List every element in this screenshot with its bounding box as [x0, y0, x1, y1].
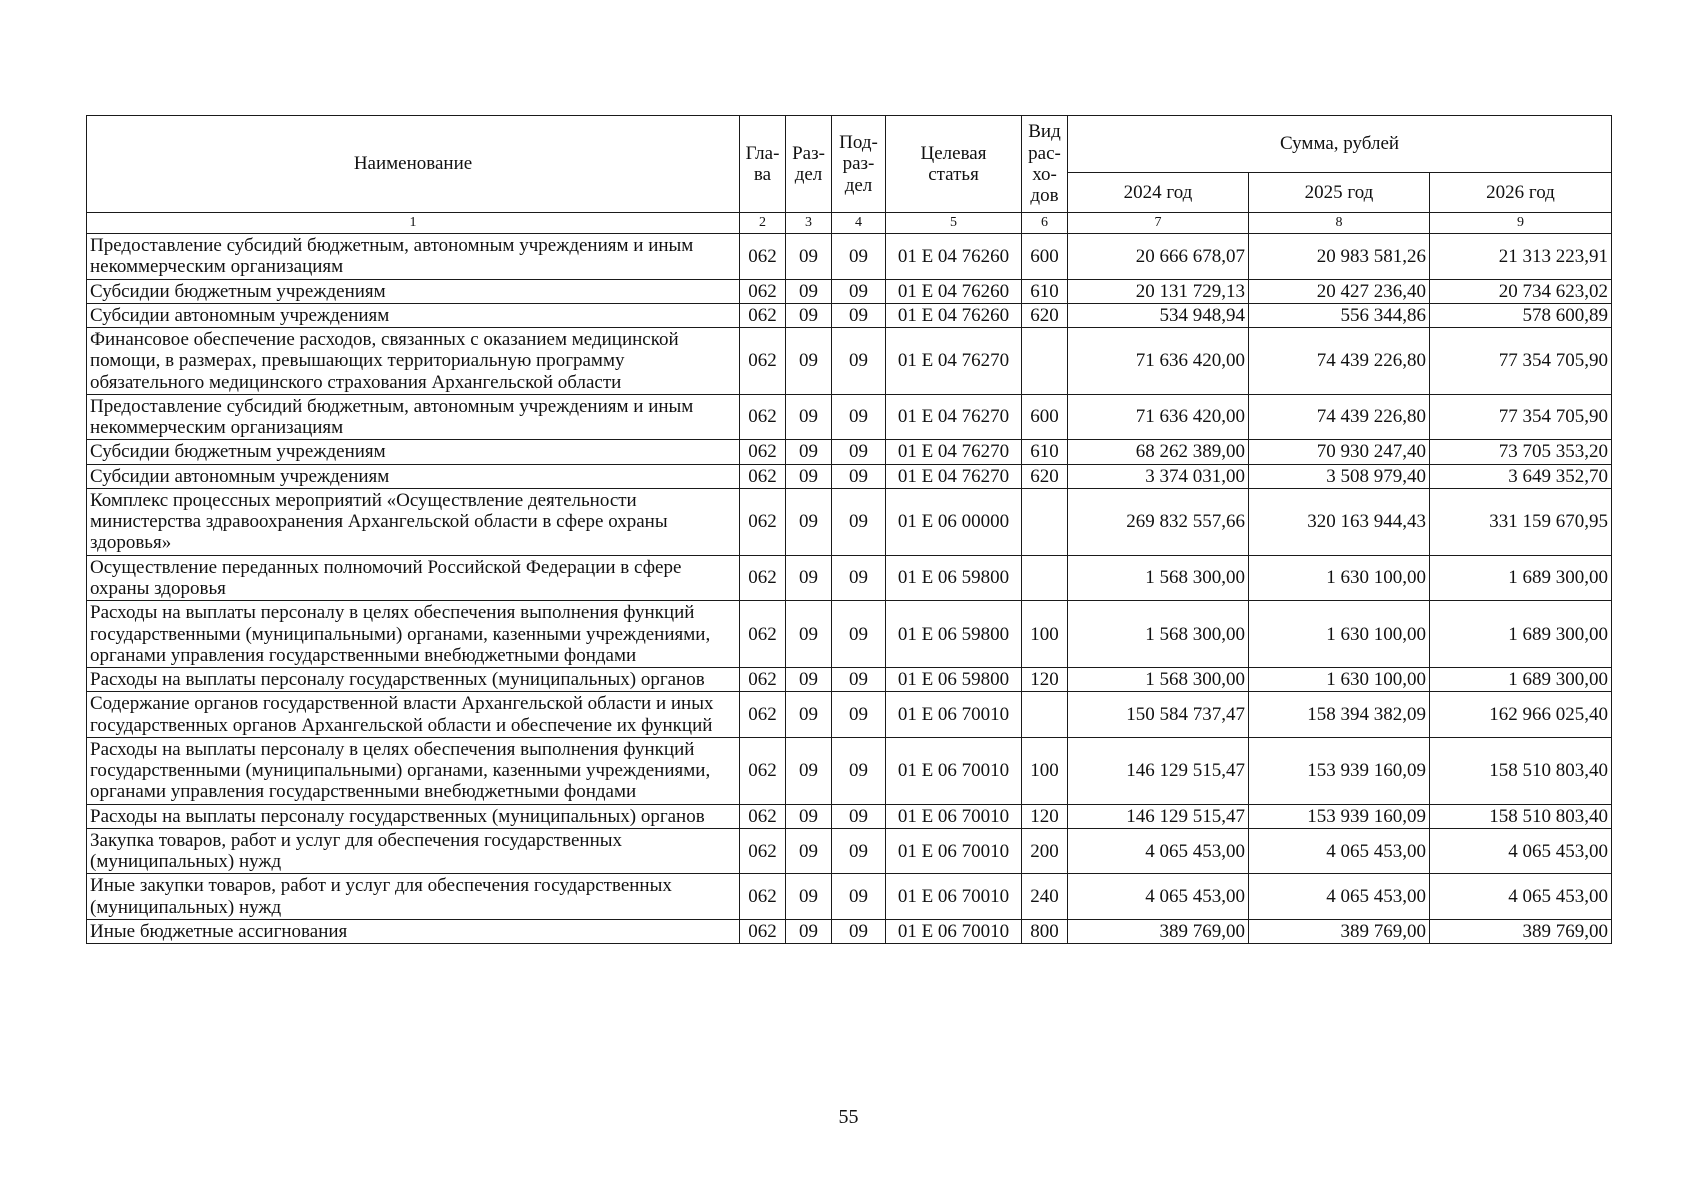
- cell-name: Расходы на выплаты персоналу в целях обеспечения выполнения функций государственными (муниципальными) органами, казенными учреждениями, органами управления государственными внебюджетными фондами: [87, 737, 740, 804]
- cell-podrazdel: 09: [832, 692, 886, 738]
- cell-sum-2025: 158 394 382,09: [1249, 692, 1430, 738]
- cell-name: Предоставление субсидий бюджетным, автономным учреждениям и иным некоммерческим организациям: [87, 394, 740, 440]
- cell-sum-2024: 534 948,94: [1068, 303, 1249, 327]
- cell-name: Расходы на выплаты персоналу в целях обеспечения выполнения функций государственными (муниципальными) органами, казенными учреждениями, органами управления государственными внебюджетными фондами: [87, 601, 740, 668]
- table-row: [87, 440, 1612, 464]
- cell-sum-2024: 20 131 729,13: [1068, 279, 1249, 303]
- cell-razdel: 09: [786, 804, 832, 828]
- cell-razdel: 09: [786, 668, 832, 692]
- cell-sum-2024: 146 129 515,47: [1068, 737, 1249, 804]
- cell-sum-2024: 1 568 300,00: [1068, 601, 1249, 668]
- table-row: [87, 919, 1612, 943]
- cell-glava: 062: [740, 804, 786, 828]
- table-row: [87, 303, 1612, 327]
- cell-sum-2025: 74 439 226,80: [1249, 328, 1430, 395]
- cell-celevaya-statya: 01 Е 04 76270: [886, 394, 1022, 440]
- cell-sum-2025: 153 939 160,09: [1249, 737, 1430, 804]
- cell-vid-rashodov: [1022, 488, 1068, 555]
- cell-podrazdel: 09: [832, 234, 886, 280]
- cell-sum-2024: 150 584 737,47: [1068, 692, 1249, 738]
- header-vid-rashodov: Вид рас- хо- дов: [1022, 116, 1068, 213]
- cell-podrazdel: 09: [832, 737, 886, 804]
- cell-razdel: 09: [786, 737, 832, 804]
- cell-name: Закупка товаров, работ и услуг для обеспечения государственных (муниципальных) нужд: [87, 828, 740, 874]
- cell-razdel: 09: [786, 464, 832, 488]
- cell-name: Финансовое обеспечение расходов, связанных с оказанием медицинской помощи, в размерах, превышающих территориальную программу обязательного медицинского страхования Архангельской области: [87, 328, 740, 395]
- cell-sum-2025: 70 930 247,40: [1249, 440, 1430, 464]
- cell-sum-2024: 20 666 678,07: [1068, 234, 1249, 280]
- header-summa: Сумма, рублей: [1068, 116, 1612, 173]
- cell-name: Субсидии автономным учреждениям: [87, 464, 740, 488]
- cell-glava: 062: [740, 394, 786, 440]
- cell-glava: 062: [740, 234, 786, 280]
- cell-razdel: 09: [786, 692, 832, 738]
- cell-podrazdel: 09: [832, 440, 886, 464]
- cell-name: Иные закупки товаров, работ и услуг для обеспечения государственных (муниципальных) нужд: [87, 874, 740, 920]
- cell-name: Расходы на выплаты персоналу государственных (муниципальных) органов: [87, 668, 740, 692]
- cell-sum-2026: 4 065 453,00: [1430, 874, 1612, 920]
- cell-razdel: 09: [786, 234, 832, 280]
- cell-celevaya-statya: 01 Е 04 76270: [886, 328, 1022, 395]
- cell-vid-rashodov: 800: [1022, 919, 1068, 943]
- cell-name: Иные бюджетные ассигнования: [87, 919, 740, 943]
- cell-name: Субсидии автономным учреждениям: [87, 303, 740, 327]
- cell-sum-2026: 1 689 300,00: [1430, 555, 1612, 601]
- cell-celevaya-statya: 01 Е 04 76260: [886, 279, 1022, 303]
- header-celevaya-statya: Целевая статья: [886, 116, 1022, 213]
- cell-name: Предоставление субсидий бюджетным, автономным учреждениям и иным некоммерческим организациям: [87, 234, 740, 280]
- table-row: [87, 328, 1612, 395]
- cell-celevaya-statya: 01 Е 06 70010: [886, 737, 1022, 804]
- cell-razdel: 09: [786, 328, 832, 395]
- cell-sum-2024: 4 065 453,00: [1068, 828, 1249, 874]
- cell-celevaya-statya: 01 Е 06 59800: [886, 668, 1022, 692]
- cell-podrazdel: 09: [832, 828, 886, 874]
- header-razdel: Раз- дел: [786, 116, 832, 213]
- cell-sum-2024: 146 129 515,47: [1068, 804, 1249, 828]
- cell-sum-2025: 1 630 100,00: [1249, 555, 1430, 601]
- table-row: [87, 488, 1612, 555]
- cell-vid-rashodov: 240: [1022, 874, 1068, 920]
- cell-razdel: 09: [786, 394, 832, 440]
- cell-sum-2025: 20 427 236,40: [1249, 279, 1430, 303]
- column-number: 6: [1022, 213, 1068, 234]
- cell-vid-rashodov: 100: [1022, 601, 1068, 668]
- cell-sum-2025: 556 344,86: [1249, 303, 1430, 327]
- cell-podrazdel: 09: [832, 668, 886, 692]
- cell-podrazdel: 09: [832, 555, 886, 601]
- cell-podrazdel: 09: [832, 328, 886, 395]
- table-body: [87, 234, 1612, 944]
- cell-sum-2024: 71 636 420,00: [1068, 328, 1249, 395]
- table-row: [87, 804, 1612, 828]
- cell-razdel: 09: [786, 919, 832, 943]
- cell-sum-2026: 1 689 300,00: [1430, 668, 1612, 692]
- budget-table: [86, 115, 1612, 944]
- cell-celevaya-statya: 01 Е 06 70010: [886, 692, 1022, 738]
- table-row: [87, 464, 1612, 488]
- cell-glava: 062: [740, 279, 786, 303]
- cell-glava: 062: [740, 440, 786, 464]
- cell-sum-2026: 77 354 705,90: [1430, 328, 1612, 395]
- cell-podrazdel: 09: [832, 919, 886, 943]
- column-number: 8: [1249, 213, 1430, 234]
- cell-sum-2026: 389 769,00: [1430, 919, 1612, 943]
- cell-sum-2026: 158 510 803,40: [1430, 737, 1612, 804]
- cell-podrazdel: 09: [832, 601, 886, 668]
- cell-sum-2025: 3 508 979,40: [1249, 464, 1430, 488]
- cell-podrazdel: 09: [832, 464, 886, 488]
- cell-glava: 062: [740, 668, 786, 692]
- cell-razdel: 09: [786, 874, 832, 920]
- cell-vid-rashodov: 200: [1022, 828, 1068, 874]
- header-year-2026: 2026 год: [1430, 173, 1612, 213]
- cell-sum-2024: 71 636 420,00: [1068, 394, 1249, 440]
- cell-sum-2025: 1 630 100,00: [1249, 601, 1430, 668]
- cell-vid-rashodov: 100: [1022, 737, 1068, 804]
- cell-sum-2026: 331 159 670,95: [1430, 488, 1612, 555]
- cell-razdel: 09: [786, 440, 832, 464]
- cell-sum-2026: 73 705 353,20: [1430, 440, 1612, 464]
- cell-celevaya-statya: 01 Е 06 00000: [886, 488, 1022, 555]
- cell-glava: 062: [740, 874, 786, 920]
- column-number: 7: [1068, 213, 1249, 234]
- table-header: [87, 116, 1612, 234]
- cell-glava: 062: [740, 555, 786, 601]
- header-year-2025: 2025 год: [1249, 173, 1430, 213]
- cell-glava: 062: [740, 737, 786, 804]
- cell-vid-rashodov: [1022, 555, 1068, 601]
- cell-vid-rashodov: [1022, 328, 1068, 395]
- cell-sum-2025: 4 065 453,00: [1249, 874, 1430, 920]
- cell-sum-2025: 20 983 581,26: [1249, 234, 1430, 280]
- cell-podrazdel: 09: [832, 874, 886, 920]
- cell-sum-2024: 3 374 031,00: [1068, 464, 1249, 488]
- cell-celevaya-statya: 01 Е 04 76260: [886, 303, 1022, 327]
- header-glava: Гла- ва: [740, 116, 786, 213]
- cell-sum-2024: 4 065 453,00: [1068, 874, 1249, 920]
- header-name: Наименование: [87, 116, 740, 213]
- cell-glava: 062: [740, 488, 786, 555]
- header-podrazdel: Под- раз- дел: [832, 116, 886, 213]
- cell-sum-2026: 21 313 223,91: [1430, 234, 1612, 280]
- table-row: [87, 668, 1612, 692]
- cell-vid-rashodov: 600: [1022, 234, 1068, 280]
- table-row: [87, 828, 1612, 874]
- header-year-2024: 2024 год: [1068, 173, 1249, 213]
- cell-glava: 062: [740, 328, 786, 395]
- cell-celevaya-statya: 01 Е 04 76270: [886, 464, 1022, 488]
- cell-razdel: 09: [786, 488, 832, 555]
- column-number: 3: [786, 213, 832, 234]
- cell-glava: 062: [740, 692, 786, 738]
- cell-celevaya-statya: 01 Е 06 70010: [886, 828, 1022, 874]
- cell-vid-rashodov: 610: [1022, 440, 1068, 464]
- table-row: [87, 874, 1612, 920]
- column-number-row: [87, 213, 1612, 234]
- cell-razdel: 09: [786, 555, 832, 601]
- page-number: 55: [838, 1106, 859, 1128]
- cell-sum-2024: 68 262 389,00: [1068, 440, 1249, 464]
- cell-vid-rashodov: [1022, 692, 1068, 738]
- cell-sum-2024: 269 832 557,66: [1068, 488, 1249, 555]
- cell-celevaya-statya: 01 Е 06 59800: [886, 601, 1022, 668]
- cell-sum-2025: 153 939 160,09: [1249, 804, 1430, 828]
- cell-vid-rashodov: 120: [1022, 804, 1068, 828]
- cell-celevaya-statya: 01 Е 04 76270: [886, 440, 1022, 464]
- cell-sum-2025: 1 630 100,00: [1249, 668, 1430, 692]
- cell-name: Субсидии бюджетным учреждениям: [87, 440, 740, 464]
- cell-razdel: 09: [786, 828, 832, 874]
- cell-glava: 062: [740, 464, 786, 488]
- cell-razdel: 09: [786, 279, 832, 303]
- column-number: 1: [87, 213, 740, 234]
- cell-celevaya-statya: 01 Е 04 76260: [886, 234, 1022, 280]
- column-number: 2: [740, 213, 786, 234]
- cell-vid-rashodov: 620: [1022, 464, 1068, 488]
- table-row: [87, 737, 1612, 804]
- cell-podrazdel: 09: [832, 394, 886, 440]
- cell-sum-2024: 1 568 300,00: [1068, 555, 1249, 601]
- column-number: 9: [1430, 213, 1612, 234]
- cell-vid-rashodov: 600: [1022, 394, 1068, 440]
- table-row: [87, 234, 1612, 280]
- cell-glava: 062: [740, 919, 786, 943]
- cell-razdel: 09: [786, 601, 832, 668]
- column-number: 4: [832, 213, 886, 234]
- cell-sum-2026: 158 510 803,40: [1430, 804, 1612, 828]
- cell-sum-2024: 389 769,00: [1068, 919, 1249, 943]
- cell-sum-2026: 578 600,89: [1430, 303, 1612, 327]
- cell-name: Расходы на выплаты персоналу государственных (муниципальных) органов: [87, 804, 740, 828]
- cell-sum-2024: 1 568 300,00: [1068, 668, 1249, 692]
- cell-glava: 062: [740, 601, 786, 668]
- cell-sum-2026: 20 734 623,02: [1430, 279, 1612, 303]
- cell-sum-2025: 320 163 944,43: [1249, 488, 1430, 555]
- cell-podrazdel: 09: [832, 804, 886, 828]
- cell-celevaya-statya: 01 Е 06 70010: [886, 804, 1022, 828]
- cell-razdel: 09: [786, 303, 832, 327]
- cell-glava: 062: [740, 828, 786, 874]
- cell-celevaya-statya: 01 Е 06 70010: [886, 874, 1022, 920]
- cell-podrazdel: 09: [832, 279, 886, 303]
- cell-celevaya-statya: 01 Е 06 59800: [886, 555, 1022, 601]
- cell-sum-2026: 3 649 352,70: [1430, 464, 1612, 488]
- cell-name: Содержание органов государственной власти Архангельской области и иных государственных органов Архангельской области и обеспечение их функций: [87, 692, 740, 738]
- table-row: [87, 394, 1612, 440]
- column-number: 5: [886, 213, 1022, 234]
- cell-name: Комплекс процессных мероприятий «Осуществление деятельности министерства здравоохранения Архангельской области в сфере охраны здоровья»: [87, 488, 740, 555]
- cell-vid-rashodov: 120: [1022, 668, 1068, 692]
- cell-celevaya-statya: 01 Е 06 70010: [886, 919, 1022, 943]
- cell-sum-2025: 74 439 226,80: [1249, 394, 1430, 440]
- table-row: [87, 692, 1612, 738]
- cell-name: Осуществление переданных полномочий Российской Федерации в сфере охраны здоровья: [87, 555, 740, 601]
- cell-podrazdel: 09: [832, 488, 886, 555]
- table-row: [87, 279, 1612, 303]
- cell-sum-2026: 162 966 025,40: [1430, 692, 1612, 738]
- table-row: [87, 555, 1612, 601]
- table-row: [87, 601, 1612, 668]
- cell-glava: 062: [740, 303, 786, 327]
- cell-sum-2026: 4 065 453,00: [1430, 828, 1612, 874]
- cell-name: Субсидии бюджетным учреждениям: [87, 279, 740, 303]
- cell-podrazdel: 09: [832, 303, 886, 327]
- cell-sum-2026: 1 689 300,00: [1430, 601, 1612, 668]
- cell-sum-2025: 4 065 453,00: [1249, 828, 1430, 874]
- cell-sum-2026: 77 354 705,90: [1430, 394, 1612, 440]
- cell-vid-rashodov: 610: [1022, 279, 1068, 303]
- cell-vid-rashodov: 620: [1022, 303, 1068, 327]
- cell-sum-2025: 389 769,00: [1249, 919, 1430, 943]
